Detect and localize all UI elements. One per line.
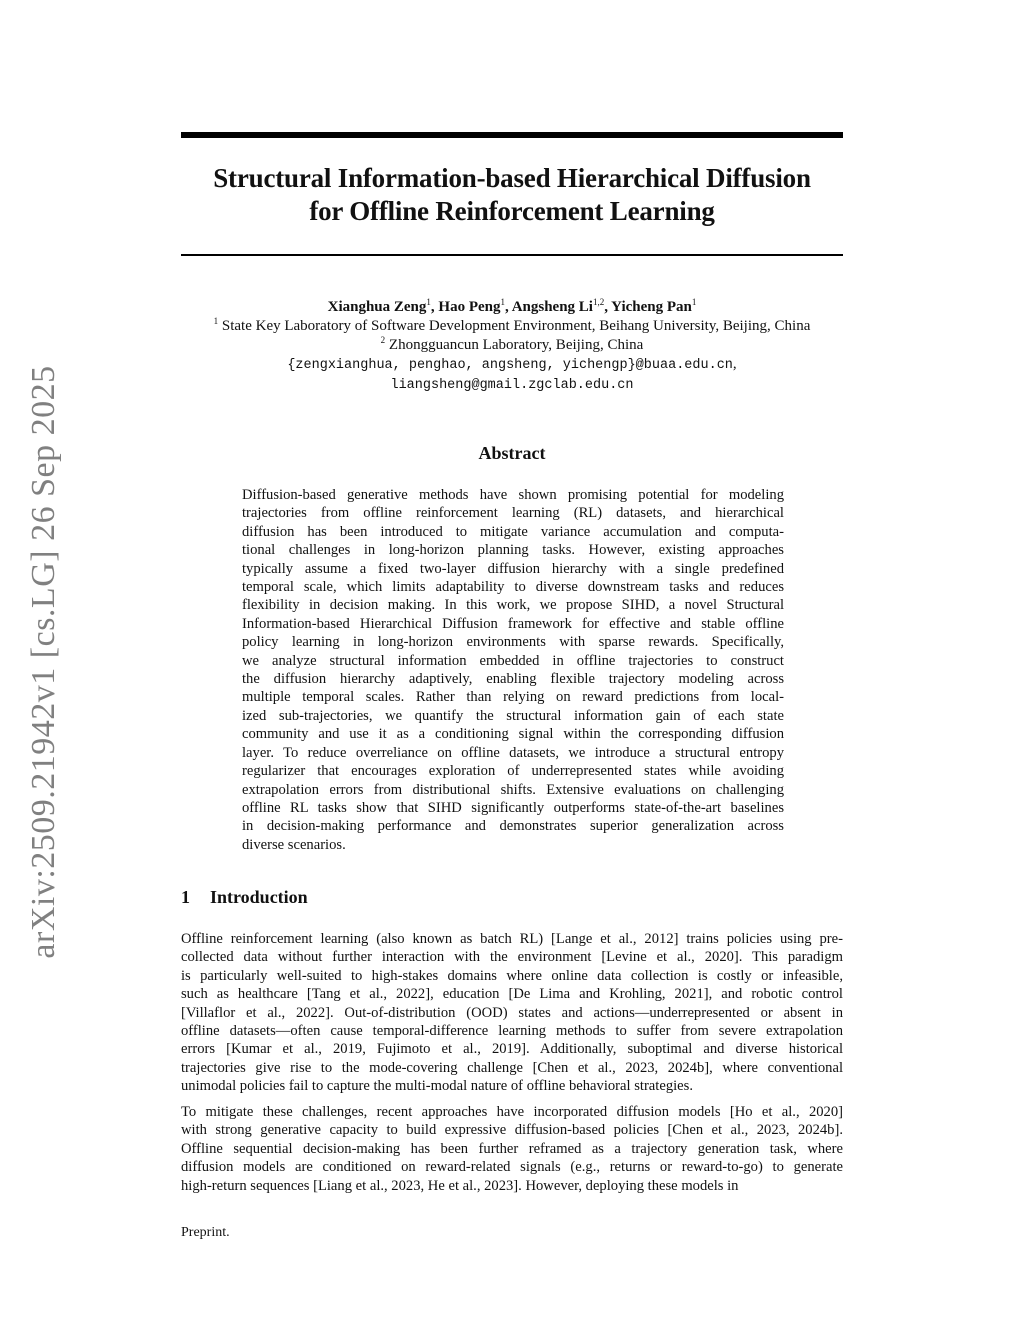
text-line: community and use it as a conditioning signal within the corresponding diffusion <box>242 726 784 743</box>
text-line: layer. To reduce overreliance on offline datasets, we introduce a structural entropy <box>242 744 784 761</box>
text-line: diffusion has been introduced to mitigate variance accumulation and computa- <box>242 523 784 540</box>
text-line: multiple temporal scales. Rather than relying on reward predictions from local- <box>242 689 784 706</box>
text-line: the diffusion hierarchy adaptively, enabling flexible trajectory modeling across <box>242 671 784 688</box>
text-line: Offline sequential decision-making has been further reframed as a trajectory generation task, where <box>181 1140 843 1157</box>
text-line: with strong generative capacity to build expressive diffusion-based policies [Chen et al., 2023, 2024b]. <box>181 1122 843 1139</box>
text-line: To mitigate these challenges, recent approaches have incorporated diffusion models [Ho et al., 2020] <box>181 1104 843 1120</box>
title-bottom-rule <box>181 254 843 256</box>
affiliation-1-text: State Key Laboratory of Software Development Environment, Beihang University, Beijing, China <box>221 318 811 334</box>
text-line: diffusion models are conditioned on reward-related signals (e.g., returns or reward-to-go) to generate <box>181 1159 843 1176</box>
text-line: Information-based Hierarchical Diffusion framework for effective and stable offline <box>242 615 784 632</box>
abstract-body <box>242 486 784 854</box>
text-line: typically assume a fixed two-layer diffusion hierarchy with a single predefined <box>242 560 784 577</box>
email-addresses-1[interactable]: {zengxianghua, penghao, angsheng, yichengp}@buaa.edu.cn <box>287 358 733 373</box>
arxiv-stamp-text: arXiv:2509.21942v1 [cs.LG] 26 Sep 2025 <box>25 365 62 959</box>
author-name: Xianghua Zeng <box>327 299 427 315</box>
text-line: trajectories from offline reinforcement learning (RL) datasets, and hierarchical <box>242 505 784 522</box>
text-line: we analyze structural information embedded in offline trajectories to construct <box>242 652 784 669</box>
text-line: offline datasets—often cause temporal-difference learning methods to suffer from severe extrapolation <box>181 1023 843 1040</box>
author-names: Xianghua Zeng$^1$, Hao Peng$^1$, Angsheng Li$^{1,2}$, Yicheng Pan$^1$ <box>327 297 697 315</box>
text-line: flexibility in decision making. In this work, we propose SIHD, a novel Structural <box>242 597 784 614</box>
email-separator: , <box>732 356 737 372</box>
text-line: Diffusion-based generative methods have shown promising potential for modeling <box>242 487 784 503</box>
text-line: such as healthcare [Tang et al., 2022], education [De Lima and Krohling, 2021], and robotic control <box>181 986 843 1003</box>
text-line: tional challenges in long-horizon planning tasks. However, existing approaches <box>242 542 784 559</box>
text-line: unimodal policies fail to capture the multi-modal nature of offline behavioral strategies. <box>181 1078 693 1095</box>
paper-title <box>181 162 843 228</box>
author-name: Hao Peng <box>438 299 501 315</box>
section-heading-introduction <box>181 886 308 908</box>
title-line-1: Structural Information-based Hierarchical Diffusion <box>213 163 811 193</box>
text-line: policy learning in long-horizon environments with sparse rewards. Specifically, <box>242 634 784 651</box>
introduction-paragraph-1 <box>181 930 843 1096</box>
affiliation-2 <box>150 336 874 355</box>
introduction-paragraph-2 <box>181 1103 843 1195</box>
title-top-rule <box>181 132 843 138</box>
text-line: diverse scenarios. <box>242 836 346 853</box>
affiliation-2-text: Zhongguancun Laboratory, Beijing, China <box>388 337 644 353</box>
section-title: Introduction <box>210 887 308 907</box>
text-line: is particularly well-suited to high-stakes domains where online data collection is costly or infeasible, <box>181 967 843 984</box>
text-line: errors [Kumar et al., 2019, Fujimoto et al., 2019]. Additionally, suboptimal and diverse historical <box>181 1041 843 1058</box>
text-line: temporal scale, which limits adaptability to diverse downstream tasks and reduces <box>242 579 784 596</box>
text-line: regularizer that encourages exploration of underrepresented states while avoiding <box>242 763 784 780</box>
affiliation-mark: 1 <box>213 316 219 326</box>
text-line: offline RL tasks show that SIHD significantly outperforms state-of-the-art baselines <box>242 799 784 816</box>
text-line: ized sub-trajectories, we quantify the structural information gain of each state <box>242 707 784 724</box>
author-block <box>150 298 874 395</box>
text-line: high-return sequences [Liang et al., 2023, He et al., 2023]. However, deploying these models in <box>181 1177 739 1194</box>
affiliation-1 <box>150 317 874 336</box>
abstract-heading: Abstract <box>478 443 546 463</box>
text-line: in decision-making performance and demonstrates superior generalization across <box>242 818 784 835</box>
text-line: trajectories give rise to the mode-covering challenge [Chen et al., 2023, 2024b], where conventional <box>181 1059 843 1076</box>
author-affiliation-mark: 1 <box>691 297 697 307</box>
author-affiliation-mark: 1 <box>500 297 505 307</box>
author-name: Angsheng Li <box>511 299 593 315</box>
text-line: Offline reinforcement learning (also known as batch RL) [Lange et al., 2012] trains policies using pre- <box>181 931 843 947</box>
footer-preprint-note: Preprint. <box>181 1225 230 1240</box>
text-line: collected data without further interaction with the environment [Levine et al., 2020]. This paradigm <box>181 949 843 966</box>
author-affiliation-mark: 1 <box>426 297 431 307</box>
author-affiliation-mark: 1,2 <box>592 297 605 307</box>
email-address-2[interactable]: liangsheng@gmail.zgclab.edu.cn <box>390 378 634 393</box>
text-line: [Villaflor et al., 2022]. Out-of-distribution (OOD) states and actions—underrepresented or absent in <box>181 1004 843 1021</box>
affiliation-mark: 2 <box>380 335 386 345</box>
title-line-2: for Offline Reinforcement Learning <box>309 196 715 226</box>
text-line: extrapolation errors from distributional shifts. Extensive evaluations on challenging <box>242 781 784 798</box>
email-line-1 <box>150 355 874 375</box>
email-line-2 <box>150 375 874 395</box>
section-number: 1 <box>181 887 190 907</box>
author-name: Yicheng Pan <box>611 299 692 315</box>
